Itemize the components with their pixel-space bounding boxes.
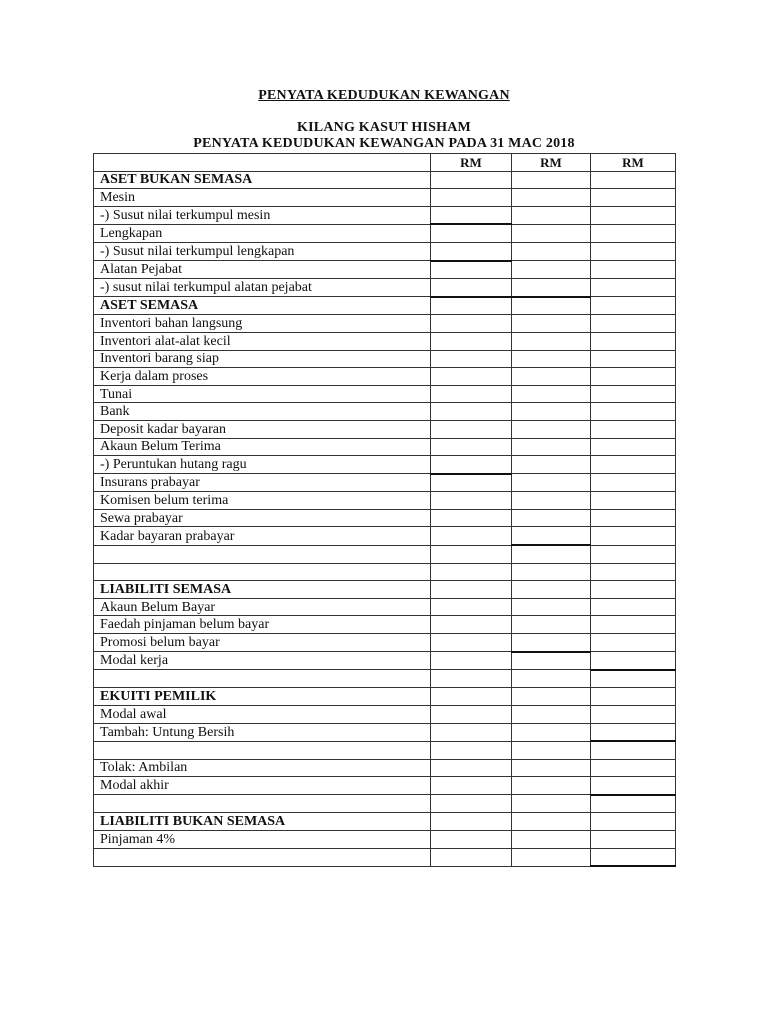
table-row [94, 279, 676, 297]
table-row [94, 652, 676, 670]
table-row [94, 581, 676, 599]
account-label-cell: Sewa prabayar [94, 509, 431, 527]
table-row [94, 438, 676, 456]
statement-title: PENYATA KEDUDUKAN KEWANGAN PADA 31 MAC 2018 [193, 136, 575, 151]
amount-cell-rm-2 [512, 723, 591, 741]
table-header-row [94, 154, 676, 172]
account-label-cell: Pinjaman 4% [94, 831, 431, 849]
amount-cell-rm-1 [431, 261, 512, 279]
table-row [94, 189, 676, 207]
amount-cell-rm-3 [591, 777, 676, 795]
amount-cell-rm-2 [512, 616, 591, 634]
account-label-cell: Kerja dalam proses [94, 368, 431, 386]
amount-cell-rm-1 [431, 242, 512, 260]
amount-cell-rm-2 [512, 279, 591, 297]
amount-cell-rm-1 [431, 831, 512, 849]
table-row [94, 848, 676, 866]
account-label-cell: Modal akhir [94, 777, 431, 795]
account-label-cell [94, 670, 431, 688]
table-row [94, 403, 676, 421]
amount-cell-rm-2 [512, 332, 591, 350]
amount-cell-rm-2 [512, 315, 591, 333]
amount-cell-rm-1 [431, 705, 512, 723]
amount-cell-rm-1 [431, 598, 512, 616]
amount-cell-rm-3 [591, 279, 676, 297]
amount-cell-rm-3 [591, 261, 676, 279]
table-row [94, 224, 676, 242]
account-label-cell: Inventori bahan langsung [94, 315, 431, 333]
amount-cell-rm-3 [591, 350, 676, 368]
table-row [94, 741, 676, 759]
account-label-cell: Alatan Pejabat [94, 261, 431, 279]
amount-cell-rm-3 [591, 813, 676, 831]
amount-cell-rm-2 [512, 385, 591, 403]
amount-cell-rm-3 [591, 688, 676, 706]
amount-cell-rm-2 [512, 224, 591, 242]
section-heading-cell: ASET SEMASA [94, 297, 431, 315]
table-row [94, 420, 676, 438]
amount-cell-rm-2 [512, 634, 591, 652]
table-row [94, 598, 676, 616]
table-row [94, 813, 676, 831]
header-rm-column-3: RM [591, 154, 676, 172]
amount-cell-rm-3 [591, 492, 676, 510]
amount-cell-rm-2 [512, 297, 591, 315]
amount-cell-rm-1 [431, 848, 512, 866]
amount-cell-rm-1 [431, 438, 512, 456]
amount-cell-rm-2 [512, 705, 591, 723]
section-heading-cell: LIABILITI SEMASA [94, 581, 431, 599]
account-label-cell: Kadar bayaran prabayar [94, 527, 431, 545]
section-heading-cell: ASET BUKAN SEMASA [94, 171, 431, 189]
table-row [94, 795, 676, 813]
amount-cell-rm-2 [512, 492, 591, 510]
amount-cell-rm-2 [512, 563, 591, 581]
amount-cell-rm-1 [431, 189, 512, 207]
amount-cell-rm-3 [591, 634, 676, 652]
account-label-cell: Modal awal [94, 705, 431, 723]
table-row [94, 332, 676, 350]
table-row [94, 527, 676, 545]
amount-cell-rm-2 [512, 848, 591, 866]
header-rm-column-1: RM [431, 154, 512, 172]
amount-cell-rm-1 [431, 688, 512, 706]
table-row [94, 723, 676, 741]
amount-cell-rm-3 [591, 563, 676, 581]
amount-cell-rm-3 [591, 474, 676, 492]
amount-cell-rm-3 [591, 616, 676, 634]
amount-cell-rm-3 [591, 527, 676, 545]
amount-cell-rm-3 [591, 670, 676, 688]
table-row [94, 616, 676, 634]
account-label-cell: Modal kerja [94, 652, 431, 670]
amount-cell-rm-3 [591, 759, 676, 777]
amount-cell-rm-2 [512, 652, 591, 670]
amount-cell-rm-1 [431, 813, 512, 831]
amount-cell-rm-3 [591, 741, 676, 759]
section-heading-cell: LIABILITI BUKAN SEMASA [94, 813, 431, 831]
table-row [94, 350, 676, 368]
amount-cell-rm-1 [431, 616, 512, 634]
account-label-cell: Akaun Belum Terima [94, 438, 431, 456]
table-row [94, 759, 676, 777]
amount-cell-rm-1 [431, 368, 512, 386]
account-label-cell: Inventori barang siap [94, 350, 431, 368]
amount-cell-rm-3 [591, 224, 676, 242]
amount-cell-rm-3 [591, 171, 676, 189]
table-row [94, 563, 676, 581]
amount-cell-rm-1 [431, 206, 512, 224]
amount-cell-rm-2 [512, 206, 591, 224]
table-row [94, 315, 676, 333]
header-label-cell [94, 154, 431, 172]
table-row [94, 297, 676, 315]
amount-cell-rm-1 [431, 795, 512, 813]
amount-cell-rm-1 [431, 297, 512, 315]
amount-cell-rm-2 [512, 813, 591, 831]
amount-cell-rm-3 [591, 652, 676, 670]
table-row [94, 456, 676, 474]
table-row [94, 171, 676, 189]
table-row [94, 509, 676, 527]
amount-cell-rm-2 [512, 474, 591, 492]
amount-cell-rm-3 [591, 456, 676, 474]
table-row [94, 474, 676, 492]
account-label-cell: Komisen belum terima [94, 492, 431, 510]
amount-cell-rm-1 [431, 474, 512, 492]
account-label-cell: Inventori alat-alat kecil [94, 332, 431, 350]
amount-cell-rm-2 [512, 189, 591, 207]
amount-cell-rm-3 [591, 723, 676, 741]
amount-cell-rm-3 [591, 509, 676, 527]
amount-cell-rm-2 [512, 598, 591, 616]
amount-cell-rm-3 [591, 403, 676, 421]
table-row [94, 634, 676, 652]
table-row [94, 385, 676, 403]
amount-cell-rm-1 [431, 492, 512, 510]
table-row [94, 705, 676, 723]
table-row [94, 545, 676, 563]
amount-cell-rm-1 [431, 403, 512, 421]
amount-cell-rm-1 [431, 545, 512, 563]
amount-cell-rm-3 [591, 385, 676, 403]
amount-cell-rm-3 [591, 848, 676, 866]
amount-cell-rm-3 [591, 189, 676, 207]
account-label-cell: Tunai [94, 385, 431, 403]
table-row [94, 688, 676, 706]
amount-cell-rm-1 [431, 224, 512, 242]
amount-cell-rm-2 [512, 403, 591, 421]
amount-cell-rm-2 [512, 438, 591, 456]
amount-cell-rm-3 [591, 795, 676, 813]
account-label-cell: Promosi belum bayar [94, 634, 431, 652]
amount-cell-rm-2 [512, 741, 591, 759]
account-label-cell: Bank [94, 403, 431, 421]
table-row [94, 831, 676, 849]
amount-cell-rm-1 [431, 315, 512, 333]
amount-cell-rm-1 [431, 350, 512, 368]
account-label-cell: Faedah pinjaman belum bayar [94, 616, 431, 634]
account-label-cell: -) Susut nilai terkumpul lengkapan [94, 242, 431, 260]
account-label-cell: Mesin [94, 189, 431, 207]
amount-cell-rm-3 [591, 420, 676, 438]
company-name: KILANG KASUT HISHAM [297, 120, 471, 135]
section-heading-cell: EKUITI PEMILIK [94, 688, 431, 706]
amount-cell-rm-1 [431, 741, 512, 759]
amount-cell-rm-2 [512, 688, 591, 706]
amount-cell-rm-3 [591, 705, 676, 723]
account-label-cell: -) Peruntukan hutang ragu [94, 456, 431, 474]
amount-cell-rm-3 [591, 297, 676, 315]
header-rm-column-2: RM [512, 154, 591, 172]
account-label-cell: -) susut nilai terkumpul alatan pejabat [94, 279, 431, 297]
amount-cell-rm-2 [512, 261, 591, 279]
account-label-cell [94, 545, 431, 563]
amount-cell-rm-1 [431, 563, 512, 581]
amount-cell-rm-1 [431, 759, 512, 777]
amount-cell-rm-3 [591, 332, 676, 350]
account-label-cell: Deposit kadar bayaran [94, 420, 431, 438]
amount-cell-rm-3 [591, 242, 676, 260]
amount-cell-rm-3 [591, 206, 676, 224]
amount-cell-rm-2 [512, 777, 591, 795]
amount-cell-rm-3 [591, 368, 676, 386]
table-row [94, 492, 676, 510]
amount-cell-rm-1 [431, 456, 512, 474]
amount-cell-rm-3 [591, 581, 676, 599]
table-row [94, 206, 676, 224]
amount-cell-rm-3 [591, 545, 676, 563]
amount-cell-rm-2 [512, 368, 591, 386]
table-row [94, 242, 676, 260]
amount-cell-rm-1 [431, 420, 512, 438]
account-label-cell: Tolak: Ambilan [94, 759, 431, 777]
amount-cell-rm-1 [431, 509, 512, 527]
document-title: PENYATA KEDUDUKAN KEWANGAN [258, 88, 510, 103]
amount-cell-rm-2 [512, 581, 591, 599]
table-row [94, 670, 676, 688]
amount-cell-rm-3 [591, 315, 676, 333]
amount-cell-rm-1 [431, 171, 512, 189]
amount-cell-rm-1 [431, 652, 512, 670]
amount-cell-rm-1 [431, 385, 512, 403]
amount-cell-rm-2 [512, 545, 591, 563]
amount-cell-rm-2 [512, 456, 591, 474]
amount-cell-rm-1 [431, 581, 512, 599]
amount-cell-rm-1 [431, 777, 512, 795]
account-label-cell [94, 795, 431, 813]
amount-cell-rm-2 [512, 350, 591, 368]
account-label-cell [94, 741, 431, 759]
account-label-cell [94, 563, 431, 581]
amount-cell-rm-2 [512, 795, 591, 813]
amount-cell-rm-3 [591, 438, 676, 456]
amount-cell-rm-1 [431, 670, 512, 688]
account-label-cell: Akaun Belum Bayar [94, 598, 431, 616]
amount-cell-rm-2 [512, 171, 591, 189]
amount-cell-rm-3 [591, 598, 676, 616]
table-row [94, 368, 676, 386]
account-label-cell: Lengkapan [94, 224, 431, 242]
amount-cell-rm-1 [431, 332, 512, 350]
account-label-cell: Insurans prabayar [94, 474, 431, 492]
amount-cell-rm-2 [512, 670, 591, 688]
amount-cell-rm-2 [512, 759, 591, 777]
amount-cell-rm-2 [512, 420, 591, 438]
account-label-cell: -) Susut nilai terkumpul mesin [94, 206, 431, 224]
amount-cell-rm-2 [512, 831, 591, 849]
table-row [94, 777, 676, 795]
financial-position-table [93, 153, 676, 867]
account-label-cell: Tambah: Untung Bersih [94, 723, 431, 741]
amount-cell-rm-2 [512, 509, 591, 527]
table-row [94, 261, 676, 279]
amount-cell-rm-3 [591, 831, 676, 849]
amount-cell-rm-2 [512, 242, 591, 260]
amount-cell-rm-1 [431, 527, 512, 545]
amount-cell-rm-1 [431, 723, 512, 741]
amount-cell-rm-1 [431, 634, 512, 652]
account-label-cell [94, 848, 431, 866]
amount-cell-rm-1 [431, 279, 512, 297]
amount-cell-rm-2 [512, 527, 591, 545]
